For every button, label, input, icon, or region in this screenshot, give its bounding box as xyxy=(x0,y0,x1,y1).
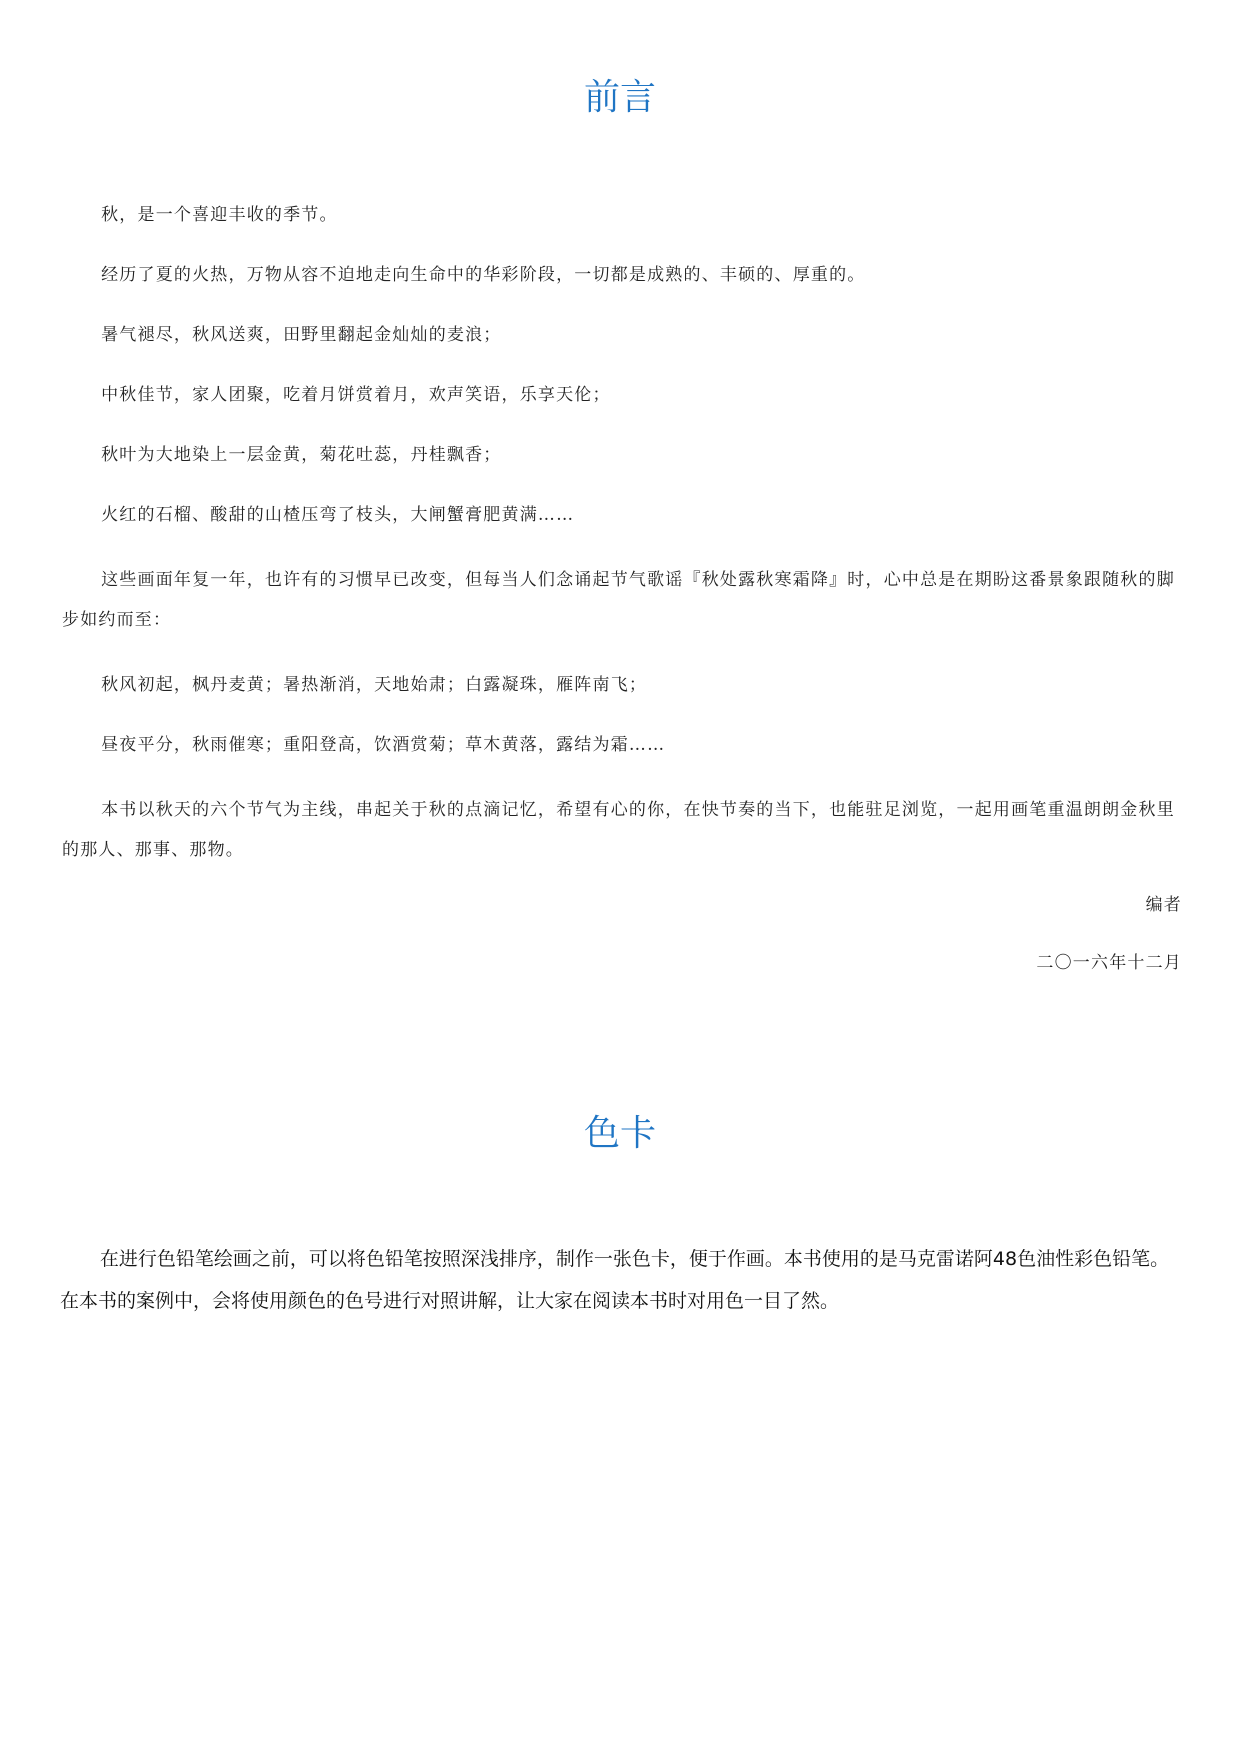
preface-paragraph: 秋叶为大地染上一层金黄，菊花吐蕊，丹桂飘香； xyxy=(101,445,502,465)
preface-signature: 编者 xyxy=(1145,895,1182,915)
preface-paragraph: 火红的石榴、酸甜的山楂压弯了枝头，大闸蟹膏肥黄满…… xyxy=(101,505,575,525)
preface-paragraph: 经历了夏的火热，万物从容不迫地走向生命中的华彩阶段，一切都是成熟的、丰硕的、厚重的。 xyxy=(101,265,866,285)
preface-paragraph: 秋，是一个喜迎丰收的季节。 xyxy=(101,205,338,225)
preface-paragraph: 这些画面年复一年，也许有的习惯早已改变，但每当人们念诵起节气歌谣『秋处露秋寒霜降』时，心中总是在期盼这番景象跟随秋的脚步如约而至： xyxy=(62,570,1175,630)
preface-paragraph: 中秋佳节，家人团聚，吃着月饼赏着月，欢声笑语，乐享天伦； xyxy=(101,385,611,405)
preface-paragraph: 昼夜平分，秋雨催寒；重阳登高，饮酒赏菊；草木黄落，露结为霜…… xyxy=(101,735,666,755)
preface-paragraph: 暑气褪尽，秋风送爽，田野里翻起金灿灿的麦浪； xyxy=(101,325,502,345)
preface-title: 前言 xyxy=(583,77,656,118)
preface-body xyxy=(62,200,1182,900)
preface-paragraph: 本书以秋天的六个节气为主线，串起关于秋的点滴记忆，希望有心的你，在快节奏的当下，也能驻足浏览，一起用画笔重温朗朗金秋里的那人、那事、那物。 xyxy=(62,800,1175,860)
preface-date: 二〇一六年十二月 xyxy=(1036,953,1182,973)
color-card-title: 色卡 xyxy=(583,1113,656,1154)
color-card-text: 在进行色铅笔绘画之前，可以将色铅笔按照深浅排序，制作一张色卡，便于作画。本书使用的是马克雷诺阿48色油性彩色铅笔。在本书的案例中，会将使用颜色的色号进行对照讲解，让大家在阅读本书时对用色一目了然。 xyxy=(60,1248,1170,1312)
preface-paragraph: 秋风初起，枫丹麦黄；暑热渐消，天地始肃；白露凝珠，雁阵南飞； xyxy=(101,675,648,695)
